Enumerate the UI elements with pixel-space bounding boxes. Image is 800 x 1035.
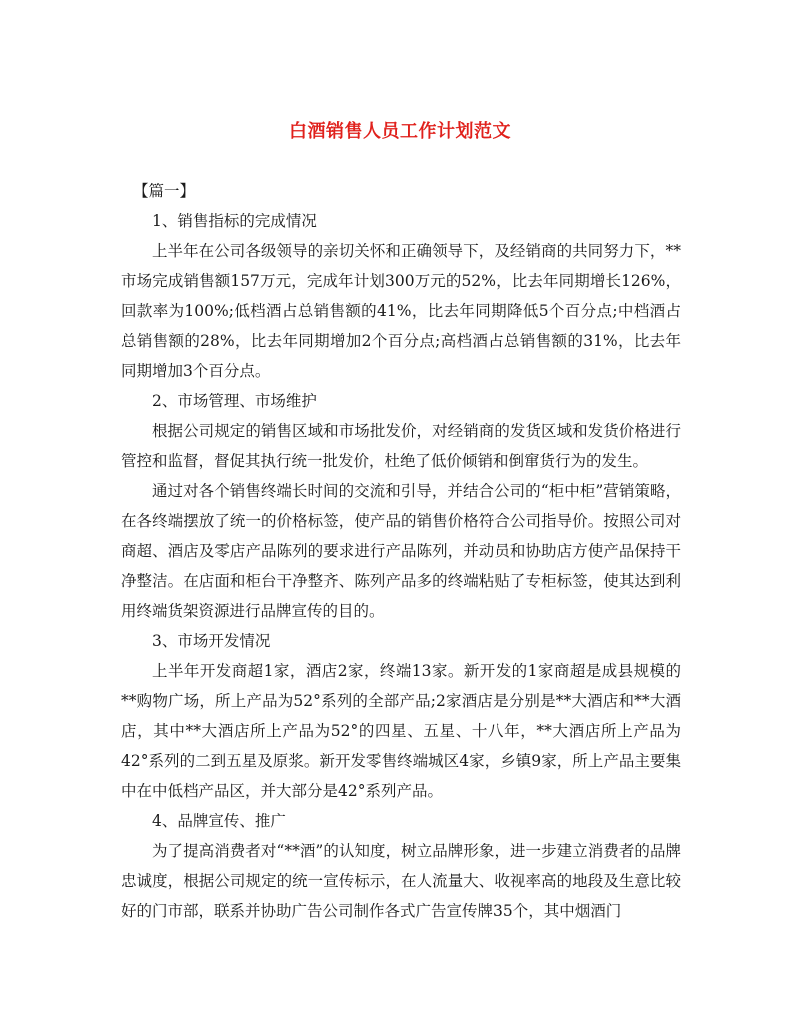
body-paragraph: 上半年在公司各级领导的亲切关怀和正确领导下，及经销商的共同努力下，**市场完成销售额157万元，完成年计划300万元的52%，比去年同期增长126%，回款率为100%;低档酒占总销售额的41%，比去年同期降低5个百分点;中档酒占总销售额的28%，比去年同期增加2个百分点;高档酒占总销售额的31%，比去年同期增加3个百分点。: [121, 242, 681, 380]
section-heading: 2、市场管理、市场维护: [152, 392, 317, 410]
section-heading: 1、销售指标的完成情况: [152, 212, 317, 230]
section-heading: 4、品牌宣传、推广: [152, 812, 286, 830]
document-body: [121, 176, 681, 926]
body-paragraph: 通过对各个销售终端长时间的交流和引导，并结合公司的“柜中柜”营销策略，在各终端摆放了统一的价格标签，使产品的销售价格符合公司指导价。按照公司对商超、酒店及零店产品陈列的要求进行产品陈列，并动员和协助店方使产品保持干净整洁。在店面和柜台干净整齐、陈列产品多的终端粘贴了专柜标签，使其达到利用终端货架资源进行品牌宣传的目的。: [121, 482, 681, 620]
body-paragraph: 为了提高消费者对“**酒”的认知度，树立品牌形象，进一步建立消费者的品牌忠诚度，根据公司规定的统一宣传标示，在人流量大、收视率高的地段及生意比较好的门市部，联系并协助广告公司制作各式广告宣传牌35个，其中烟酒门: [121, 842, 681, 920]
section-heading: 3、市场开发情况: [152, 632, 271, 650]
section-tag: 【篇一】: [133, 182, 196, 200]
document-title: 白酒销售人员工作计划范文: [289, 121, 511, 142]
body-paragraph: 根据公司规定的销售区域和市场批发价，对经销商的发货区域和发货价格进行管控和监督，督促其执行统一批发价，杜绝了低价倾销和倒窜货行为的发生。: [121, 422, 681, 470]
body-paragraph: 上半年开发商超1家，酒店2家，终端13家。新开发的1家商超是成县规模的**购物广场，所上产品为52°系列的全部产品;2家酒店是分别是**大酒店和**大酒店，其中**大酒店所上产品为52°的四星、五星、十八年，**大酒店所上产品为42°系列的二到五星及原浆。新开发零售终端城区4家，乡镇9家，所上产品主要集中在中低档产品区，并大部分是42°系列产品。: [121, 662, 681, 800]
